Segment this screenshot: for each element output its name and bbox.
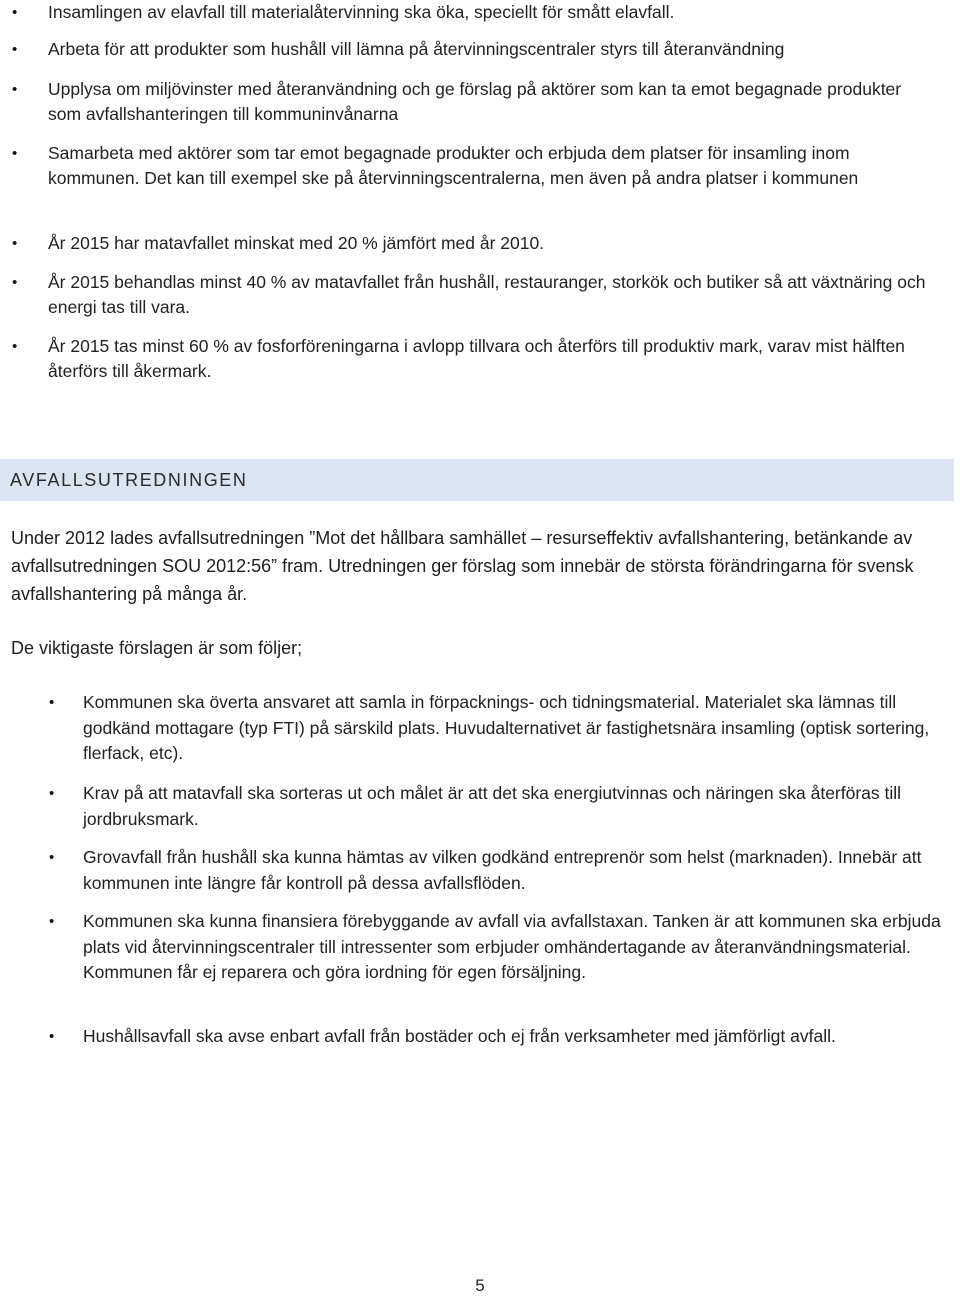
list-item: • Krav på att matavfall ska sorteras ut och målet är att det ska energiutvinnas och näringen ska återföras till jordbruksmark. <box>83 781 943 832</box>
list-item: • År 2015 behandlas minst 40 % av matavfallet från hushåll, restauranger, storkök och butiker så att växtnäring och energi tas till vara. <box>48 270 928 320</box>
list-item: • Kommunen ska överta ansvaret att samla in förpacknings- och tidningsmaterial. Materialet ska lämnas till godkänd mottagare (typ FTI) på särskild plats. Huvudalternativet är fastighetsnära insamling (optisk sortering, flerfack, etc). <box>83 690 943 767</box>
list-item: • År 2015 har matavfallet minskat med 20 % jämfört med år 2010. <box>48 231 928 256</box>
list-item: • Grovavfall från hushåll ska kunna hämtas av vilken godkänd entreprenör som helst (marknaden). Innebär att kommunen inte längre får kontroll på dessa avfallsflöden. <box>83 845 943 896</box>
list-item: • Insamlingen av elavfall till materialåtervinning ska öka, speciellt för smått elavfall. <box>48 0 928 25</box>
list-item: • År 2015 tas minst 60 % av fosforföreningarna i avlopp tillvara och återförs till produktiv mark, varav mist hälften återförs till åkermark. <box>48 334 928 384</box>
list-item: • Upplysa om miljövinster med återanvändning och ge förslag på aktörer som kan ta emot begagnade produkter som avfallshanteringen till kommuninvånarna <box>48 77 928 127</box>
list-item: • Arbeta för att produkter som hushåll vill lämna på återvinningscentraler styrs till återanvändning <box>48 37 928 62</box>
page-number: 5 <box>475 1276 485 1295</box>
section-heading: AVFALLSUTREDNINGEN <box>0 459 954 501</box>
list-item: • Samarbeta med aktörer som tar emot begagnade produkter och erbjuda dem platser för insamling inom kommunen. Det kan till exempel ske på återvinningscentralerna, men även på andra platser i kommunen <box>48 141 928 191</box>
list-item: • Hushållsavfall ska avse enbart avfall från bostäder och ej från verksamheter med jämförligt avfall. <box>83 1024 943 1050</box>
proposals-intro: De viktigaste förslagen är som följer; <box>11 638 303 658</box>
intro-paragraph: Under 2012 lades avfallsutredningen ”Mot det hållbara samhället – resurseffektiv avfallshantering, betänkande av avfallsutredningen SOU 2012:56” fram. Utredningen ger förslag som innebär de största förändringarna för svensk avfallshantering på många år. <box>11 528 914 604</box>
list-item: • Kommunen ska kunna finansiera förebyggande av avfall via avfallstaxan. Tanken är att kommunen ska erbjuda plats vid återvinningscentraler till intressenter som erbjuder omhändertagande av återanvändningsmaterial. Kommunen får ej reparera och göra iordning för egen försäljning. <box>83 909 943 986</box>
